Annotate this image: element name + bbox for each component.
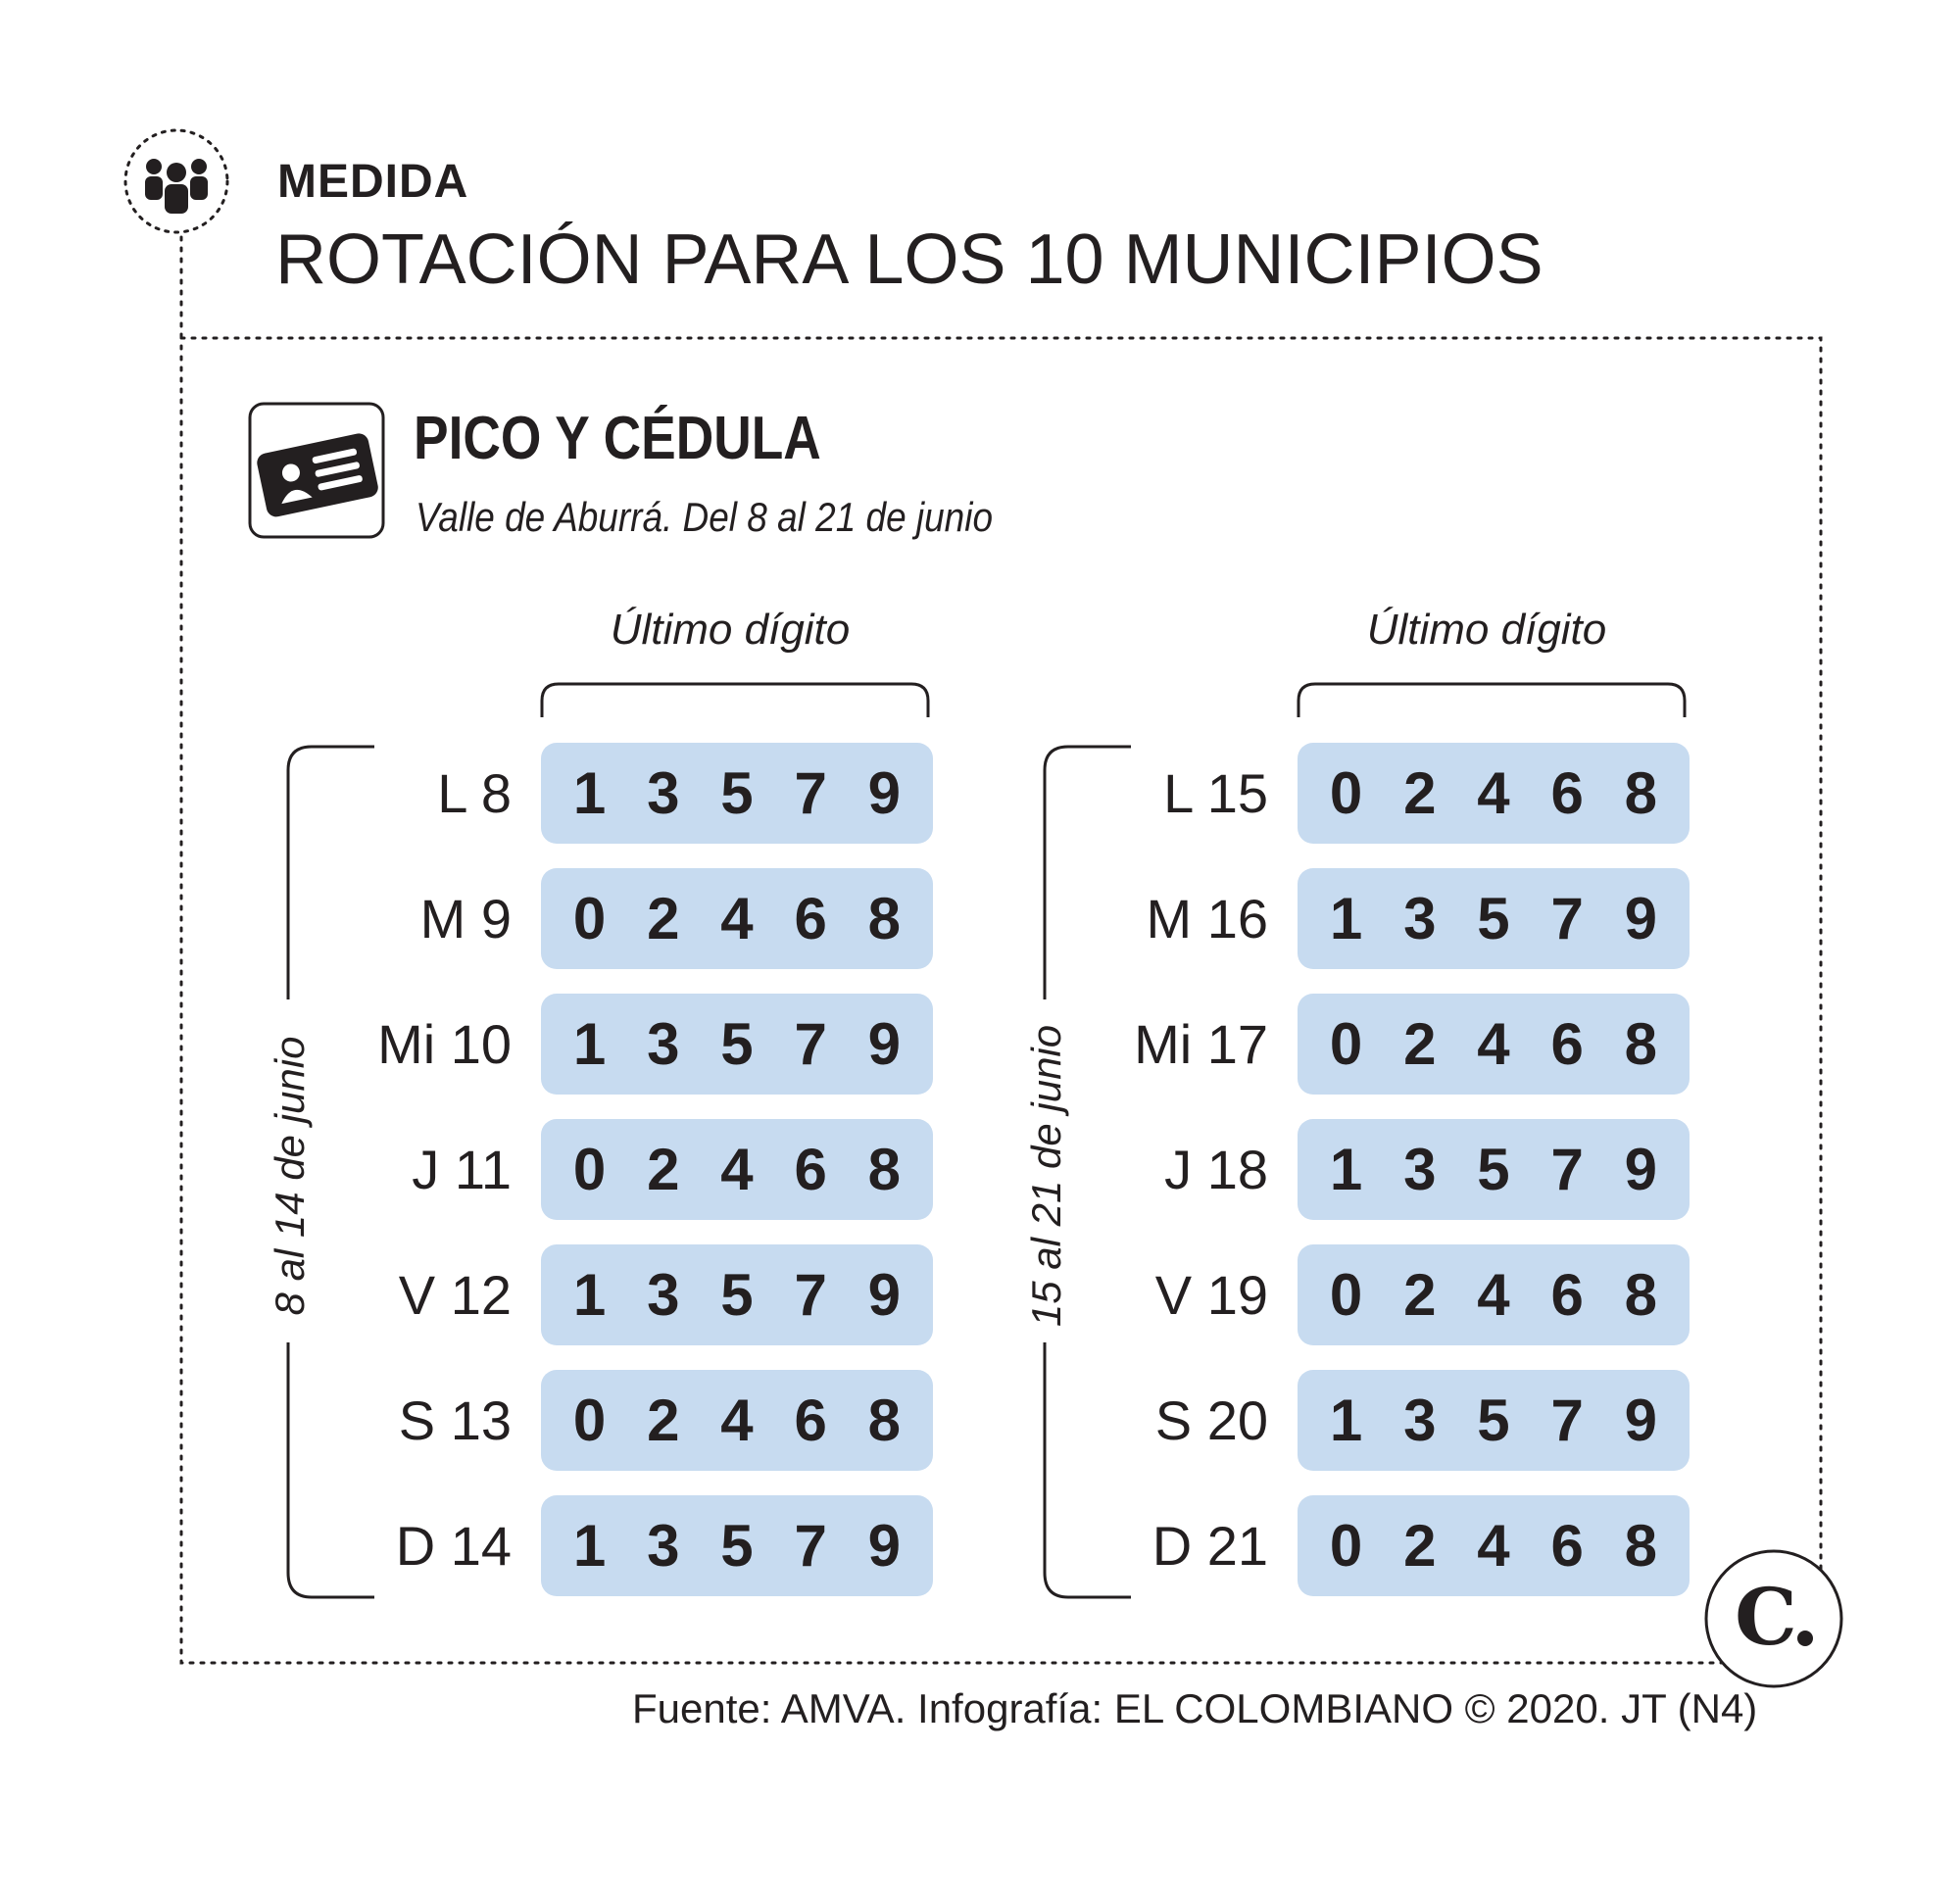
digit: 4 <box>1477 760 1510 826</box>
digit: 9 <box>867 760 902 826</box>
source-credit: Fuente: AMVA. Infografía: EL COLOMBIANO © 2020. JT (N4) <box>632 1685 1758 1731</box>
digit: 6 <box>794 1388 827 1453</box>
digit: 8 <box>1624 1011 1658 1077</box>
digit: 1 <box>572 760 607 826</box>
digit-pill <box>1298 1495 1690 1596</box>
day-row <box>265 743 1009 844</box>
column-header: Último dígito <box>610 606 851 654</box>
digit-pill <box>541 1244 933 1345</box>
digit: 3 <box>1403 1388 1437 1453</box>
digit: 6 <box>1550 1011 1584 1077</box>
digit: 7 <box>794 1262 827 1328</box>
digit: 4 <box>1477 1262 1510 1328</box>
digit: 0 <box>572 1137 607 1202</box>
day-row <box>265 1495 1009 1596</box>
digit: 8 <box>1624 1513 1658 1579</box>
day-label: D 14 <box>395 1515 512 1577</box>
digit: 3 <box>647 1513 680 1579</box>
digit: 4 <box>1477 1011 1510 1077</box>
day-label: Mi 17 <box>1134 1013 1268 1075</box>
digit: 4 <box>720 1137 754 1202</box>
day-row <box>265 1119 1009 1220</box>
digit: 0 <box>1329 760 1363 826</box>
day-label: J 18 <box>1164 1139 1268 1200</box>
digit: 9 <box>867 1513 902 1579</box>
day-label: Mi 10 <box>377 1013 512 1075</box>
digit: 1 <box>572 1262 607 1328</box>
digit-pill <box>1298 1244 1690 1345</box>
id-card-icon <box>248 402 385 539</box>
digit: 9 <box>867 1262 902 1328</box>
digit: 2 <box>1403 760 1437 826</box>
digit: 3 <box>1403 1137 1437 1202</box>
digit-pill <box>1298 994 1690 1095</box>
digit-pill <box>1298 1119 1690 1220</box>
digit: 2 <box>647 886 680 951</box>
digit-pill <box>541 1370 933 1471</box>
day-row <box>265 994 1009 1095</box>
digit-pill <box>1298 1370 1690 1471</box>
el-colombiano-logo-icon <box>1703 1548 1844 1689</box>
day-list <box>1021 743 1766 1621</box>
digit-pill <box>541 1119 933 1220</box>
day-label: L 8 <box>437 762 512 824</box>
digit: 5 <box>1477 1137 1510 1202</box>
digit: 5 <box>720 1513 754 1579</box>
day-label: L 15 <box>1163 762 1268 824</box>
digit: 1 <box>572 1513 607 1579</box>
digit: 9 <box>1624 1388 1658 1453</box>
card-subtitle: Valle de Aburrá. Del 8 al 21 de junio <box>416 494 994 540</box>
digit: 8 <box>1624 1262 1658 1328</box>
digit: 6 <box>1550 1262 1584 1328</box>
digit: 2 <box>647 1388 680 1453</box>
day-label: S 13 <box>398 1389 512 1451</box>
column-header: Último dígito <box>1366 606 1607 654</box>
digit: 2 <box>1403 1011 1437 1077</box>
svg-text:C: C <box>1735 1571 1797 1663</box>
digit: 0 <box>1329 1011 1363 1077</box>
day-label: M 16 <box>1146 888 1268 950</box>
digit: 4 <box>720 1388 754 1453</box>
card-title: PICO Y CÉDULA <box>414 405 821 472</box>
digit: 7 <box>1550 1137 1584 1202</box>
digit: 7 <box>1550 886 1584 951</box>
digit: 8 <box>867 1137 902 1202</box>
day-row <box>265 868 1009 969</box>
digit: 2 <box>1403 1513 1437 1579</box>
day-label: V 19 <box>1154 1264 1268 1326</box>
digit: 8 <box>867 886 902 951</box>
digit: 2 <box>1403 1262 1437 1328</box>
digit: 5 <box>1477 886 1510 951</box>
day-label: J 11 <box>412 1139 512 1200</box>
digit: 5 <box>720 760 754 826</box>
day-row <box>1021 743 1766 844</box>
digit: 1 <box>1329 1388 1363 1453</box>
digit: 6 <box>794 886 827 951</box>
digit: 6 <box>1550 1513 1584 1579</box>
digit: 0 <box>572 886 607 951</box>
digit: 9 <box>867 1011 902 1077</box>
digit: 0 <box>1329 1513 1363 1579</box>
digit: 5 <box>720 1262 754 1328</box>
digit: 7 <box>794 760 827 826</box>
digit: 8 <box>1624 760 1658 826</box>
digit: 8 <box>867 1388 902 1453</box>
digit: 7 <box>794 1513 827 1579</box>
header-kicker: MEDIDA <box>277 156 469 208</box>
digit: 1 <box>572 1011 607 1077</box>
day-row <box>1021 868 1766 969</box>
day-row <box>265 1244 1009 1345</box>
digit: 3 <box>647 760 680 826</box>
week-group-1: Último dígito 8 al 14 de junio L 8 1 3 5 7 9 M 9 0 2 4 6 8 Mi 10 1 3 5 7 9 J 11 0 2 4 6 8 V 12 1 3 5 7 9 S 13 0 2 4 6 8 D 14 1 3 5 7 9 <box>265 598 1009 1597</box>
day-label: S 20 <box>1154 1389 1268 1451</box>
digit: 1 <box>1329 1137 1363 1202</box>
digit: 4 <box>1477 1513 1510 1579</box>
digit: 1 <box>1329 886 1363 951</box>
digit: 4 <box>720 886 754 951</box>
digit-pill <box>541 994 933 1095</box>
digit-pill <box>541 868 933 969</box>
digit: 0 <box>1329 1262 1363 1328</box>
digit-pill <box>541 743 933 844</box>
digit-pill <box>541 1495 933 1596</box>
page-title: ROTACIÓN PARA LOS 10 MUNICIPIOS <box>275 220 1544 299</box>
digit: 2 <box>647 1137 680 1202</box>
digit: 9 <box>1624 1137 1658 1202</box>
week-group-2: Último dígito 15 al 21 de junio L 15 0 2 4 6 8 M 16 1 3 5 7 9 Mi 17 0 2 4 6 8 J 18 1 3 5 7 9 V 19 0 2 4 6 8 S 20 1 3 5 7 9 D 21 0 2 4 6 8 <box>1021 598 1766 1597</box>
digit: 3 <box>647 1011 680 1077</box>
digit: 6 <box>794 1137 827 1202</box>
day-label: D 21 <box>1152 1515 1268 1577</box>
digit: 5 <box>1477 1388 1510 1453</box>
day-row <box>1021 1119 1766 1220</box>
digit: 0 <box>572 1388 607 1453</box>
day-label: V 12 <box>398 1264 512 1326</box>
day-list <box>265 743 1009 1621</box>
day-row <box>1021 1495 1766 1596</box>
digit-pill <box>1298 868 1690 969</box>
digit: 3 <box>1403 886 1437 951</box>
digit: 7 <box>794 1011 827 1077</box>
people-group-icon <box>122 127 230 235</box>
digit-pill <box>1298 743 1690 844</box>
digit: 7 <box>1550 1388 1584 1453</box>
day-row <box>1021 994 1766 1095</box>
digit: 9 <box>1624 886 1658 951</box>
digit: 3 <box>647 1262 680 1328</box>
digit: 6 <box>1550 760 1584 826</box>
day-label: M 9 <box>419 888 512 950</box>
day-row <box>265 1370 1009 1471</box>
day-row <box>1021 1244 1766 1345</box>
day-row <box>1021 1370 1766 1471</box>
digit: 5 <box>720 1011 754 1077</box>
